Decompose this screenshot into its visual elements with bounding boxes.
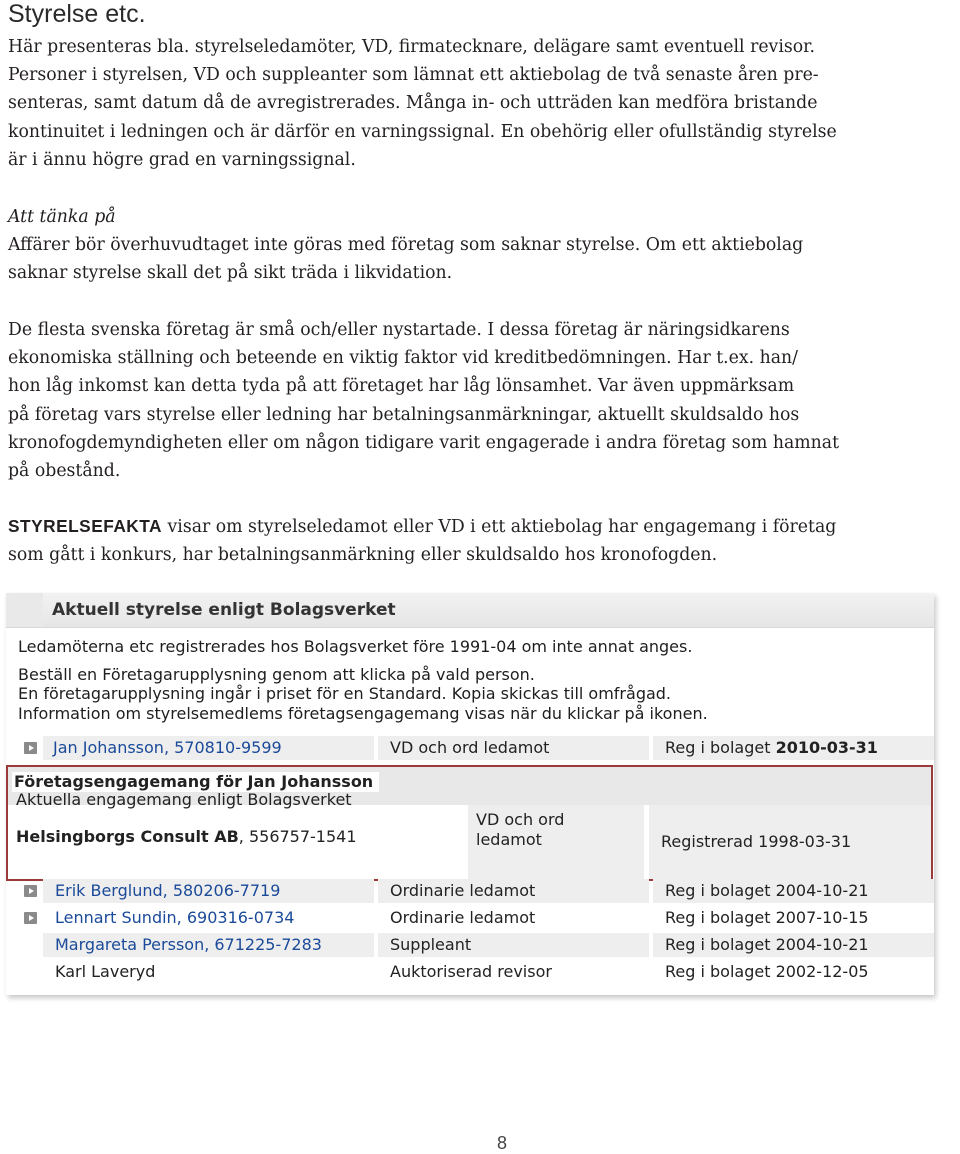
member-name: Karl Laveryd	[55, 962, 156, 981]
body-line: De flesta svenska företag är små och/eller nystartade. I dessa företag är näringsidkarens	[8, 320, 790, 340]
body-paragraph	[8, 316, 948, 485]
info-line: Beställ en Företagarupplysning genom att klicka på vald person.	[18, 665, 535, 684]
expand-arrow-icon[interactable]	[24, 742, 37, 754]
info-line: En företagarupplysning ingår i priset för en Standard. Kopia skickas till omfrågad.	[18, 684, 672, 703]
intro-line: kontinuitet i ledningen och är därför en varningssignal. En obehörig eller ofullständig styrelse	[8, 121, 837, 142]
styrelsefakta-paragraph	[8, 512, 948, 569]
styrelsefakta-line: som gått i konkurs, har betalningsanmärkning eller skuldsaldo hos kronofogden.	[8, 545, 718, 566]
tip-heading: Att tänka på	[8, 207, 116, 227]
engagement-role-line: VD och ord	[476, 810, 565, 829]
member-role: Ordinarie ledamot	[378, 879, 649, 903]
engagement-company-orgnr: , 556757-1541	[238, 827, 357, 846]
member-name-link[interactable]: Margareta Persson, 671225-7283	[43, 933, 374, 957]
engagement-company	[16, 827, 357, 846]
member-registration-date: 2010-03-31	[775, 738, 878, 757]
tip-section	[8, 203, 948, 288]
info-line: Ledamöterna etc registrerades hos Bolagsverket före 1991-04 om inte annat anges.	[18, 637, 693, 656]
engagement-title: Företagsengagemang för Jan Johansson	[12, 772, 379, 792]
board-screenshot-panel	[6, 593, 934, 995]
board-member-row	[6, 933, 934, 957]
member-registration: Reg i bolaget 2004-10-21	[653, 879, 934, 903]
body-line: på obestånd.	[8, 461, 121, 482]
member-registration: Reg i bolaget 2007-10-15	[665, 908, 869, 927]
intro-paragraph	[8, 33, 948, 174]
board-member-row	[6, 879, 934, 903]
board-member-row	[6, 736, 934, 760]
body-line: på företag vars styrelse eller ledning har betalningsanmärkningar, aktuellt skuldsaldo hos	[8, 404, 800, 425]
titlebar-left-block	[6, 593, 43, 627]
intro-line: Här presenteras bla. styrelseledamöter, VD, firmatecknare, delägare samt eventuell revisor.	[8, 37, 815, 57]
member-name-link[interactable]: Jan Johansson, 570810-9599	[43, 736, 374, 760]
engagement-role-line: ledamot	[476, 830, 542, 849]
member-role: Auktoriserad revisor	[390, 962, 552, 981]
styrelsefakta-text: visar om styrelseledamot eller VD i ett aktiebolag har engagemang i företag	[162, 517, 837, 537]
styrelsefakta-label: STYRELSEFAKTA	[8, 516, 163, 536]
page-number: 8	[497, 1133, 508, 1153]
expand-arrow-icon[interactable]	[24, 885, 37, 897]
tip-line: Affärer bör överhuvudtaget inte göras med företag som saknar styrelse. Om ett aktiebolag	[8, 235, 804, 256]
panel-titlebar	[6, 593, 934, 628]
member-registration: Reg i bolaget 2004-10-21	[653, 933, 934, 957]
member-role: Ordinarie ledamot	[390, 908, 536, 927]
intro-line: senteras, samt datum då de avregistrerades. Många in- och utträden kan medföra bristande	[8, 93, 818, 114]
panel-title: Aktuell styrelse enligt Bolagsverket	[52, 600, 396, 620]
engagement-company-name: Helsingborgs Consult AB	[16, 827, 239, 846]
styrelsefakta-line	[8, 512, 948, 541]
intro-line: Personer i styrelsen, VD och suppleanter som lämnat ett aktiebolag de två senaste åren pre-	[8, 65, 819, 86]
expand-arrow-icon[interactable]	[24, 912, 37, 924]
body-line: hon låg inkomst kan detta tyda på att företaget har låg lönsamhet. Var även uppmärksam	[8, 376, 795, 397]
engagement-row	[8, 805, 931, 879]
page-heading: Styrelse etc.	[8, 0, 146, 28]
engagement-subtitle: Aktuella engagemang enligt Bolagsverket	[16, 790, 352, 809]
board-member-row	[6, 906, 934, 930]
intro-line: är i ännu högre grad en varningssignal.	[8, 149, 356, 170]
member-registration: Reg i bolaget 2010-03-31	[653, 736, 934, 760]
board-member-row	[6, 960, 934, 984]
info-line: Information om styrelsemedlems företagsengagemang visas när du klickar på ikonen.	[18, 704, 708, 723]
member-registration: Reg i bolaget 2002-12-05	[665, 962, 869, 981]
body-line: ekonomiska ställning och beteende en viktig faktor vid kreditbedömningen. Har t.ex. han/	[8, 348, 799, 369]
engagement-popup	[6, 765, 933, 881]
member-name-link[interactable]: Erik Berglund, 580206-7719	[43, 879, 374, 903]
member-name-link[interactable]: Lennart Sundin, 690316-0734	[55, 908, 295, 927]
member-role: Suppleant	[378, 933, 649, 957]
engagement-role	[468, 805, 644, 879]
member-role: VD och ord ledamot	[378, 736, 649, 760]
engagement-registered: Registrerad 1998-03-31	[649, 805, 931, 879]
tip-line: saknar styrelse skall det på sikt träda i likvidation.	[8, 263, 453, 284]
body-line: kronofogdemyndigheten eller om någon tidigare varit engagerade i andra företag som hamnat	[8, 432, 840, 453]
